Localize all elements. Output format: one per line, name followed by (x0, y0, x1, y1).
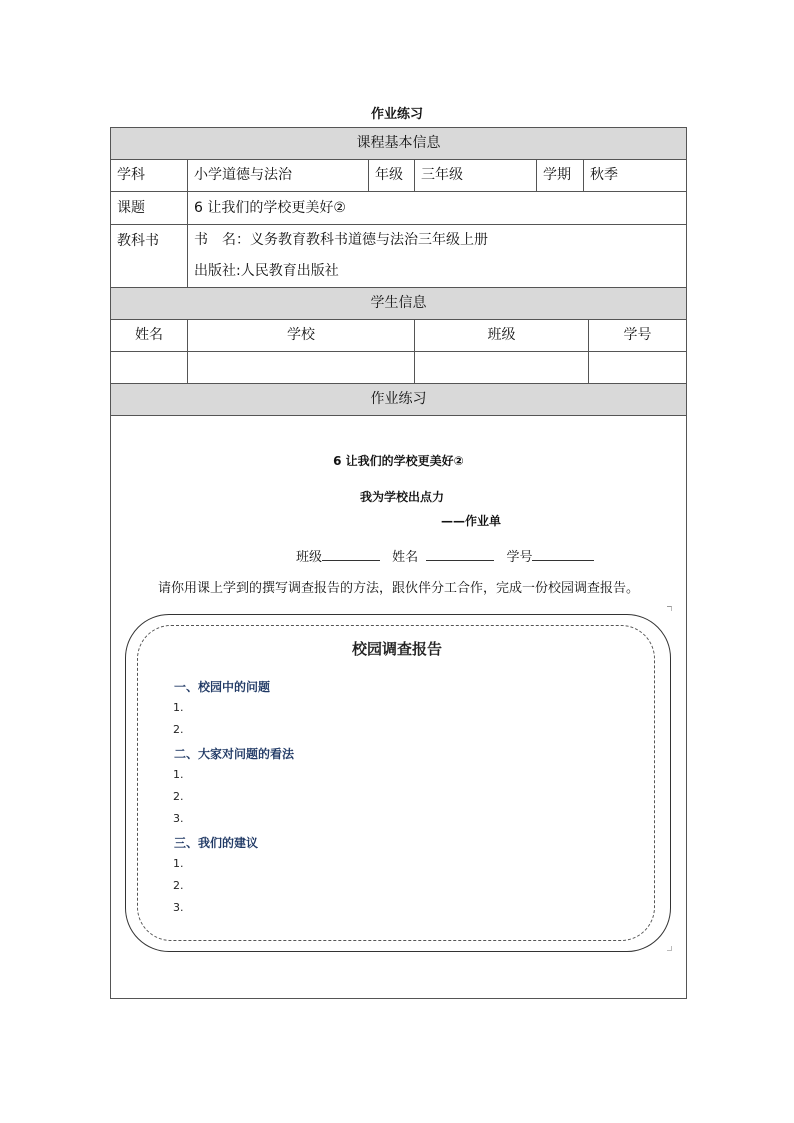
crop-mark (667, 606, 672, 611)
grade-label: 年级 (368, 160, 414, 191)
homework-header (111, 384, 686, 416)
list-item: 3. (173, 901, 184, 914)
fill-id-blank[interactable] (532, 548, 594, 561)
report-frame (125, 614, 671, 952)
topic-value: 6 让我们的学校更美好② (187, 192, 686, 224)
school-entry-cell[interactable] (187, 352, 414, 383)
report-title: 校园调查报告 (351, 640, 442, 658)
column-name: 姓名 (135, 327, 163, 343)
report-dashed-frame (137, 625, 655, 941)
subject-value: 小学道德与法治 (187, 160, 368, 191)
textbook-label: 教科书 (117, 233, 159, 249)
term-label: 学期 (536, 160, 583, 191)
homework-table (110, 127, 687, 999)
topic-row (111, 192, 686, 225)
column-class: 班级 (414, 320, 588, 351)
term-value: 秋季 (583, 160, 686, 191)
list-item: 2. (173, 879, 184, 892)
subject-row (111, 160, 686, 192)
crop-mark (667, 946, 672, 951)
course-info-header-label: 课程基本信息 (356, 135, 441, 151)
document-title: 作业练习 (370, 107, 423, 122)
column-school: 学校 (187, 320, 414, 351)
section-heading-suggestions: 三、我们的建议 (174, 836, 259, 850)
grade-value: 三年级 (414, 160, 536, 191)
list-item: 2. (173, 723, 184, 736)
homework-header-label: 作业练习 (370, 391, 427, 407)
fill-class-blank[interactable] (322, 548, 380, 561)
fill-in-line (296, 546, 594, 565)
instruction-text: 请你用课上学到的撰写调查报告的方法，跟伙伴分工合作，完成一份校园调查报告。 (157, 581, 639, 596)
student-columns-row (111, 320, 686, 352)
section-heading-opinions: 二、大家对问题的看法 (174, 747, 295, 761)
column-student-id: 学号 (588, 320, 686, 351)
list-item: 2. (173, 790, 184, 803)
fill-id-label: 学号 (506, 550, 533, 565)
subject-label: 学科 (117, 167, 145, 183)
list-item: 1. (173, 701, 184, 714)
fill-class-label: 班级 (296, 550, 323, 565)
list-item: 1. (173, 857, 184, 870)
list-item: 1. (173, 768, 184, 781)
textbook-value (187, 225, 686, 287)
list-item: 3. (173, 812, 184, 825)
textbook-publisher: 出版社:人民教育出版社 (194, 263, 339, 279)
course-info-header (111, 128, 686, 160)
fill-name-label: 姓名 (392, 550, 419, 565)
activity-subtitle: ——作业单 (441, 514, 502, 528)
class-entry-cell[interactable] (414, 352, 588, 383)
name-entry-cell[interactable] (111, 352, 187, 383)
student-info-header-label: 学生信息 (370, 295, 427, 311)
topic-label: 课题 (117, 200, 145, 216)
lesson-title: 6 让我们的学校更美好② (333, 454, 464, 468)
worksheet (111, 416, 686, 998)
student-entry-row (111, 352, 686, 384)
activity-title: 我为学校出点力 (360, 490, 445, 504)
fill-name-blank[interactable] (426, 548, 494, 561)
textbook-row (111, 225, 686, 288)
section-heading-problems: 一、校园中的问题 (174, 680, 271, 694)
student-info-header (111, 288, 686, 320)
textbook-name: 书 名：义务教育教科书道德与法治三年级上册 (194, 232, 488, 248)
student-id-entry-cell[interactable] (588, 352, 686, 383)
